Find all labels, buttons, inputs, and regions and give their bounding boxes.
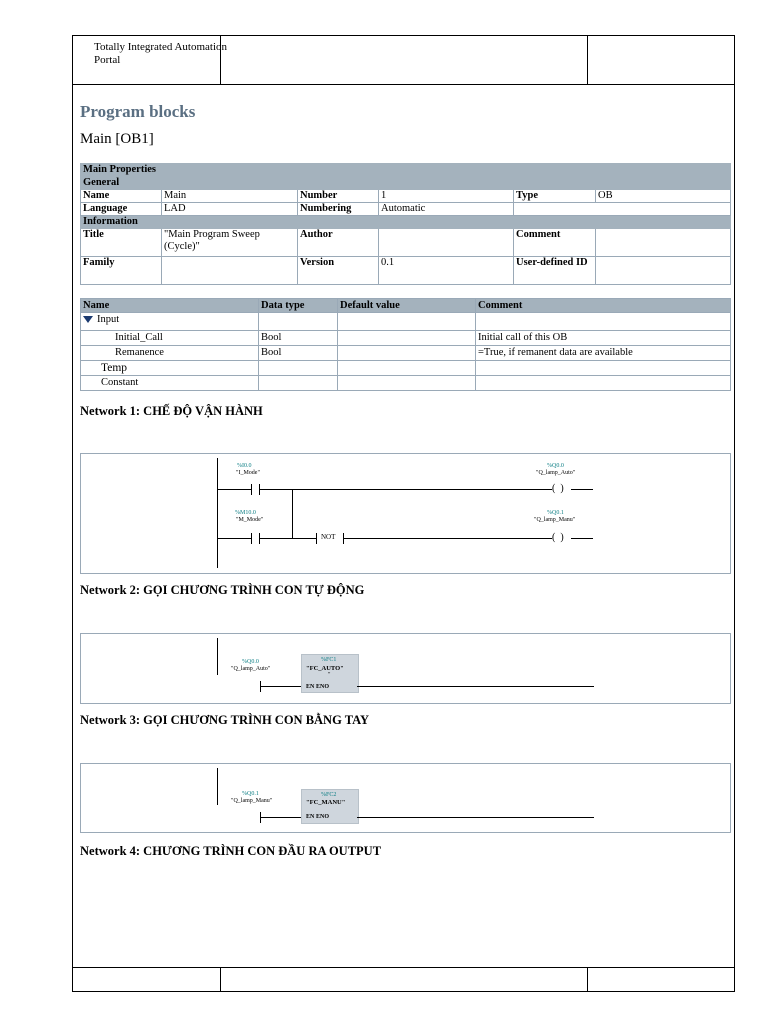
comment-label: Comment [514, 229, 596, 257]
row-remanence-name: Remanence [81, 346, 259, 361]
network-2-title: Network 2: GỌI CHƯƠNG TRÌNH CON TỰ ĐỘNG [80, 583, 365, 597]
n1-contact2-address: %M10.0 [235, 510, 256, 516]
n1-contact2-left [251, 533, 252, 544]
n2-power-rail [217, 638, 218, 675]
block-title: Main [OB1] [80, 131, 154, 147]
section-title: Program blocks [80, 102, 196, 121]
n2-eno: ENO [316, 684, 330, 690]
n1-wire-e [259, 538, 316, 539]
n1-wire-d [217, 538, 251, 539]
n1-coil2-symbol: ( ) [552, 532, 564, 543]
udid-label: User-defined ID [514, 257, 596, 285]
row-constant: Constant [81, 376, 259, 391]
n1-contact2-name: "M_Mode" [236, 517, 264, 523]
comment-value [596, 229, 731, 257]
n2-contact-name: "Q_lamp_Auto" [231, 666, 271, 672]
type-value: OB [596, 190, 731, 203]
row-remanence-comment: =True, if remanent data are available [476, 346, 731, 361]
network-1-box [80, 453, 731, 574]
footer-divider [72, 967, 735, 968]
n3-fc-address: %FC2 [321, 792, 337, 798]
power-rail [217, 458, 218, 568]
type-label: Type [514, 190, 596, 203]
input-row[interactable] [81, 313, 259, 331]
version-value: 0.1 [379, 257, 514, 285]
n2-fc-auto-block[interactable] [301, 654, 359, 693]
n3-fc-manu-block[interactable] [301, 789, 359, 824]
header-divider [72, 84, 735, 85]
page-border-left [72, 35, 73, 992]
page-border-right [734, 35, 735, 992]
n3-eno: ENO [316, 814, 330, 820]
n1-wire-a [217, 489, 251, 490]
page-border-bottom [72, 991, 735, 992]
network-3-box [80, 763, 731, 833]
n1-coil2-address: %Q0.1 [547, 510, 564, 516]
n1-contact1-name: "I_Mode" [236, 470, 260, 476]
number-value: 1 [379, 190, 514, 203]
n3-wire-a [260, 817, 305, 818]
row-initial-call-type: Bool [259, 331, 338, 346]
network-3-title: Network 3: GỌI CHƯƠNG TRÌNH CON BẰNG TAY [80, 713, 370, 727]
udid-value [596, 257, 731, 285]
title-label: Title [81, 229, 162, 257]
name-value: Main [162, 190, 298, 203]
header-product [94, 41, 227, 67]
n1-coil2-name: "Q_lamp_Manu" [534, 517, 576, 523]
version-label: Version [298, 257, 379, 285]
row-remanence-type: Bool [259, 346, 338, 361]
expand-triangle-icon[interactable] [83, 316, 93, 323]
n1-coil1-address: %Q0.0 [547, 463, 564, 469]
n1-wire-c [571, 489, 593, 490]
col-comment: Comment [476, 299, 731, 313]
n3-wire-b [357, 817, 594, 818]
author-value [379, 229, 514, 257]
properties-table [80, 163, 731, 285]
n3-fc-name: "FC_MANU" [306, 799, 346, 806]
family-value [162, 257, 298, 285]
row-temp: Temp [81, 361, 259, 376]
main-properties-header: Main Properties [81, 164, 731, 177]
header-vsep-2 [587, 35, 588, 85]
col-data-type: Data type [259, 299, 338, 313]
n2-wire-a [260, 686, 305, 687]
title-value: "Main Program Sweep (Cycle)" [162, 229, 298, 257]
n2-en: EN [306, 684, 315, 690]
n3-contact-address: %Q0.1 [242, 791, 259, 797]
author-label: Author [298, 229, 379, 257]
numbering-value: Automatic [379, 203, 514, 216]
n2-fc-address: %FC1 [321, 657, 337, 663]
footer-vsep-2 [587, 967, 588, 992]
number-label: Number [298, 190, 379, 203]
input-label: Input [97, 314, 120, 325]
n1-wire-b [259, 489, 552, 490]
numbering-label: Numbering [298, 203, 379, 216]
n1-wire-g [571, 538, 593, 539]
header-line-1: Totally Integrated Automation [94, 41, 228, 53]
n2-fc-name: "FC_AUTO" [306, 665, 344, 672]
n2-wire-b [357, 686, 594, 687]
n1-wire-f [343, 538, 552, 539]
name-label: Name [81, 190, 162, 203]
n1-coil1-name: "Q_lamp_Auto" [536, 470, 576, 476]
row-initial-call-name: Initial_Call [81, 331, 259, 346]
n3-contact-name: "Q_lamp_Manu" [231, 798, 273, 804]
col-name: Name [81, 299, 259, 313]
row-initial-call-comment: Initial call of this OB [476, 331, 731, 346]
language-value: LAD [162, 203, 298, 216]
family-label: Family [81, 257, 162, 285]
n2-contact-address: %Q0.0 [242, 659, 259, 665]
header-line-2: Portal [94, 54, 121, 66]
col-default-value: Default value [338, 299, 476, 313]
interface-table [80, 298, 731, 391]
n2-fc-quote: " [328, 672, 331, 678]
network-4-title: Network 4: CHƯƠNG TRÌNH CON ĐẦU RA OUTPUT [80, 844, 382, 858]
n3-en: EN [306, 814, 315, 820]
n1-coil1-symbol: ( ) [552, 483, 564, 494]
n1-branch-vertical [292, 489, 293, 538]
footer-vsep-1 [220, 967, 221, 992]
n3-power-rail [217, 768, 218, 805]
empty-cell [514, 203, 731, 216]
n1-not-label: NOT [321, 533, 336, 541]
network-1-title: Network 1: CHẾ ĐỘ VẬN HÀNH [80, 404, 263, 418]
network-2-box [80, 633, 731, 704]
page-border-top [72, 35, 735, 36]
n1-contact1-address: %I0.0 [237, 463, 252, 469]
language-label: Language [81, 203, 162, 216]
n1-contact1-left [251, 484, 252, 495]
information-header: Information [81, 216, 731, 229]
row-initial-call-default [338, 331, 476, 346]
n1-not-left [316, 533, 317, 544]
row-remanence-default [338, 346, 476, 361]
general-header: General [81, 177, 731, 190]
